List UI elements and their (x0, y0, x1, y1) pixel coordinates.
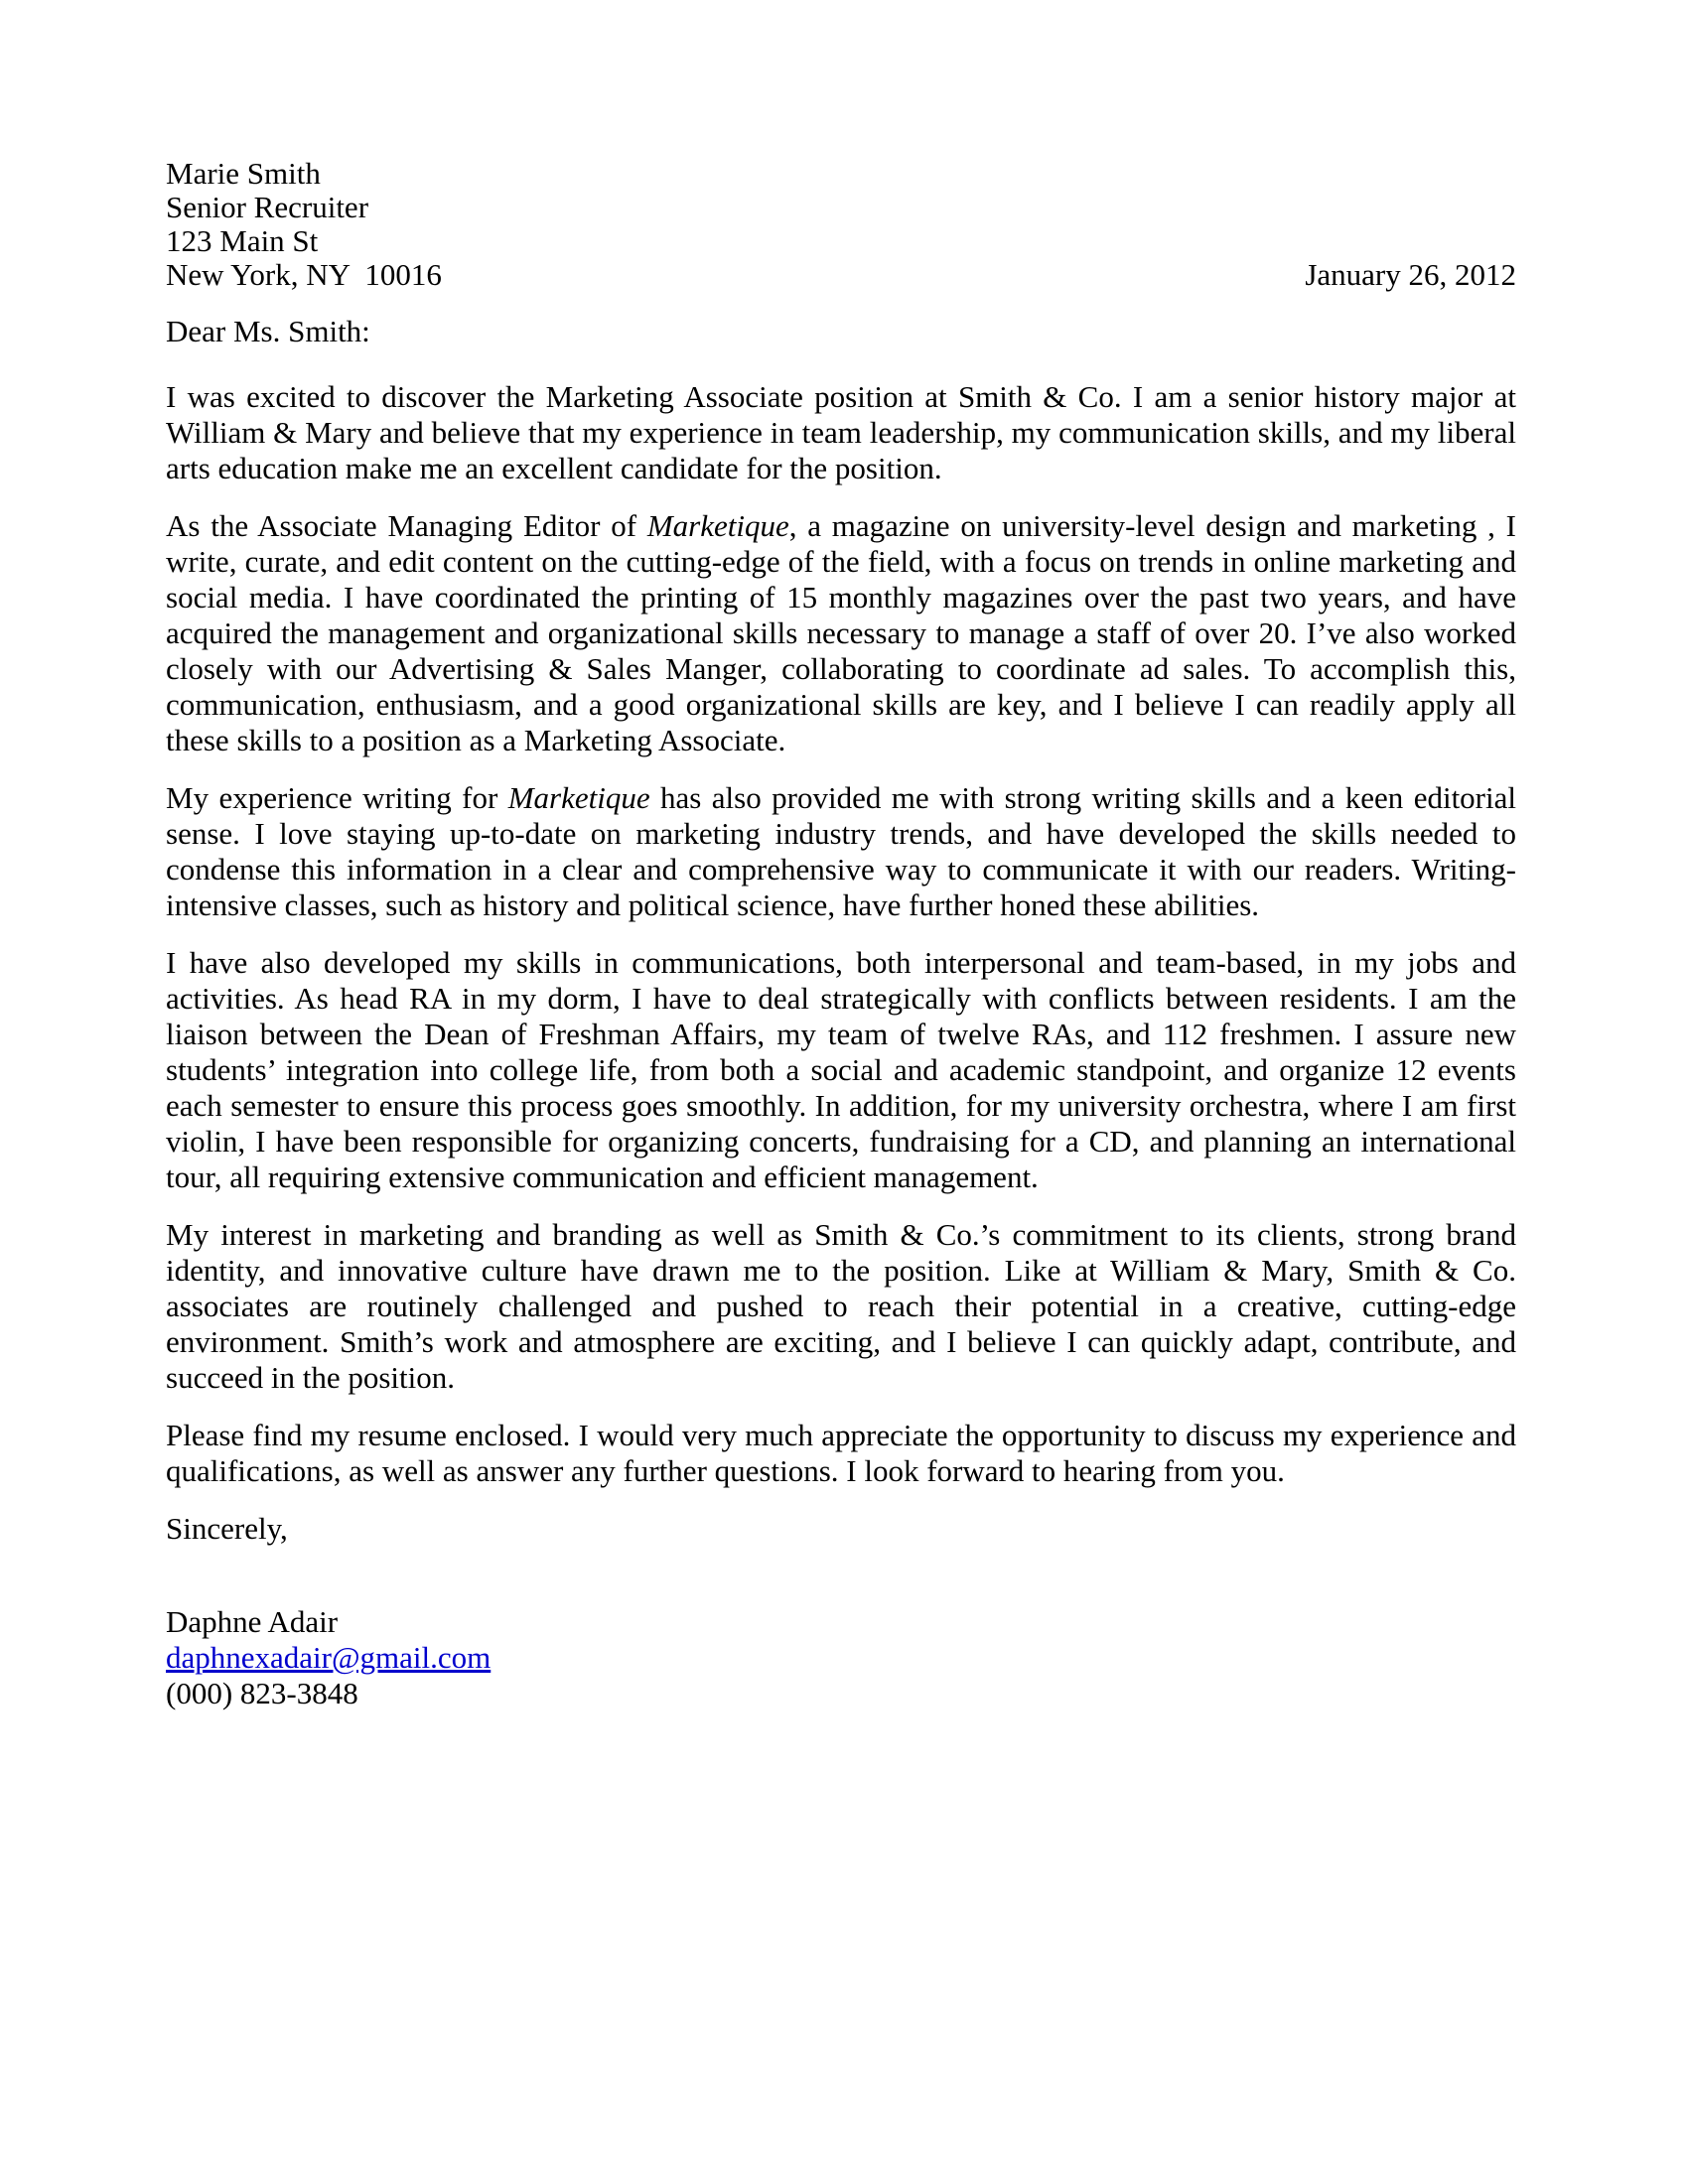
recipient-street: 123 Main St (166, 223, 319, 258)
closing: Sincerely, (166, 1511, 288, 1546)
paragraph (166, 1418, 1516, 1489)
text-segment: My interest in marketing and branding as well as Smith & Co.’s commitment to its clients, strong brand identity, and innovative culture have drawn me to the position. Like at William & Mary, Smith & Co. associates are routinely challenged and pushed to reach their potential in a creative, cutting-edge environment. Smith’s work and atmosphere are exciting, and I believe I can quickly adapt, contribute, and succeed in the position. (166, 1217, 1516, 1395)
recipient-name: Marie Smith (166, 156, 321, 191)
text-segment: I have also developed my skills in communications, both interpersonal and team-based, in my jobs and activities. As head RA in my dorm, I have to deal strategically with conflicts between residents. I am the liaison between the Dean of Freshman Affairs, my team of twelve RAs, and 112 freshmen. I assure new students’ integration into college life, from both a social and academic standpoint, and organize 12 events each semester to ensure this process goes smoothly. In addition, for my university orchestra, where I am first violin, I have been responsible for organizing concerts, fundraising for a CD, and planning an international tour, all requiring extensive communication and efficient management. (166, 945, 1516, 1194)
text-segment: I was excited to discover the Marketing Associate position at Smith & Co. I am a senior history major at William & Mary and believe that my experience in team leadership, my communication skills, and my liberal arts education make me an excellent candidate for the position. (166, 379, 1516, 485)
paragraph (166, 508, 1516, 758)
text-segment: Please find my resume enclosed. I would very much appreciate the opportunity to discuss my experience and qualifications, as well as answer any further questions. I look forward to hearing from you. (166, 1418, 1516, 1488)
paragraph (166, 1217, 1516, 1396)
salutation: Dear Ms. Smith: (166, 314, 370, 348)
paragraph (166, 379, 1516, 486)
letter-date: January 26, 2012 (1305, 257, 1516, 292)
text-segment: As the Associate Managing Editor of (166, 508, 647, 543)
paragraph (166, 780, 1516, 923)
text-segment: has also provided me with strong writing skills and a keen editorial sense. I love staying up-to-date on marketing industry trends, and have developed the skills needed to condense this information in a clear and comprehensive way to communicate it with our readers. Writing-intensive classes, such as history and political science, have further honed these abilities. (166, 780, 1516, 922)
italic-text-segment: Marketique (646, 508, 789, 543)
recipient-city-line: New York, NY 10016 (166, 257, 442, 292)
text-segment: My experience writing for (166, 780, 508, 815)
signature-block (166, 1604, 1516, 1711)
signature-phone: (000) 823-3848 (166, 1676, 358, 1710)
text-segment: , a magazine on university-level design and marketing , I write, curate, and edit content on the cutting-edge of the field, with a focus on trends in online marketing and social media. I have coordinated the printing of 15 monthly magazines over the past two years, and have acquired the management and organizational skills necessary to manage a staff of over 20. I’ve also worked closely with our Advertising & Sales Manger, collaborating to coordinate ad sales. To accomplish this, communication, enthusiasm, and a good organizational skills are key, and I believe I can readily apply all these skills to a position as a Marketing Associate. (166, 508, 1516, 757)
paragraph (166, 945, 1516, 1195)
recipient-title: Senior Recruiter (166, 190, 369, 224)
italic-text-segment: Marketique (507, 780, 650, 815)
letter-body (166, 379, 1516, 1489)
email-link[interactable]: daphnexadair@gmail.com (166, 1640, 492, 1675)
letter-header (166, 157, 1516, 292)
signature-name: Daphne Adair (166, 1604, 339, 1639)
